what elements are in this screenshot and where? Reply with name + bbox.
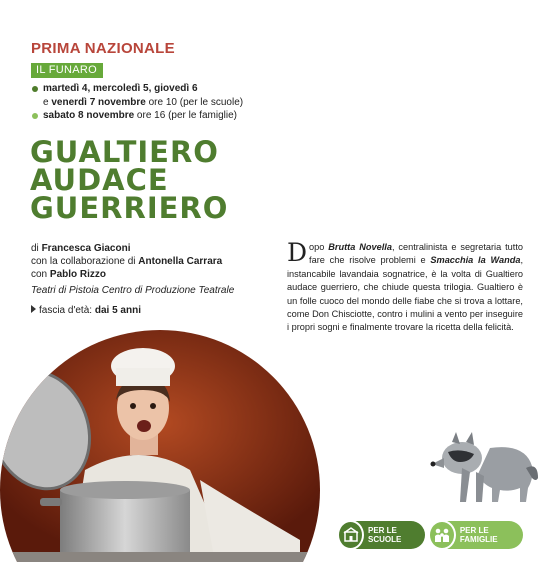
drop-cap: D (287, 238, 308, 267)
bullet-icon (32, 113, 38, 119)
school-badge-label: PER LE SCUOLE (368, 526, 402, 544)
school-icon (337, 520, 364, 550)
author-line (31, 242, 261, 255)
racoon-illustration (430, 418, 540, 508)
section-kicker: PRIMA NAZIONALE (31, 40, 175, 57)
producer-line: Teatri di Pistoia Centro di Produzione Teatrale (31, 285, 235, 296)
bullet-icon (32, 86, 38, 92)
title-line: GUALTIERO (30, 135, 219, 169)
date-list (31, 82, 311, 123)
credit-prefix: di (31, 243, 42, 254)
play-title-segment: Smacchia la Wanda (430, 255, 521, 266)
age-label: fascia d'età: (39, 305, 95, 316)
date-segment: venerdì 7 novembre (51, 96, 146, 108)
title-line: GUERRIERO (30, 191, 229, 225)
credit-prefix: con (31, 269, 50, 280)
date-segment: ore 10 (per le scuole) (145, 96, 244, 108)
text-segment: opo (309, 242, 329, 252)
age-value: dai 5 anni (94, 305, 141, 316)
credit-prefix: con la collaborazione di (31, 256, 139, 267)
triangle-bullet-icon (31, 305, 36, 313)
date-item (31, 82, 311, 96)
date-segment: ore 16 (per le famiglie) (134, 110, 237, 121)
play-title-segment: Brutta Novella (328, 242, 392, 252)
collaborator-name: Antonella Carrara (138, 256, 223, 267)
date-item (31, 96, 311, 110)
school-badge (339, 521, 425, 549)
show-title (30, 135, 229, 225)
text-segment: , instancabile lavandaia sognatrice, è la volta di Gualtiero audace guerriero, che chiude questa trilogia. Gualtiero è un folle cuoco del mondo delle fiabe che si trova a lottare, come Don Chisciotte, contro i mulini a vento per inseguire i propri sogni e finalmente trovare la ricetta della felicità. (287, 255, 523, 333)
family-badge-label: PER LE FAMIGLIE (459, 526, 498, 544)
venue-tag: IL FUNARO (31, 63, 103, 78)
performer-name: Pablo Rizzo (49, 269, 107, 280)
performer-photo (0, 330, 320, 562)
date-segment: e (43, 96, 52, 108)
author-name: Francesca Giaconi (41, 243, 131, 254)
age-range (31, 304, 261, 317)
credits-block (31, 242, 261, 317)
date-segment: sabato 8 novembre (43, 110, 135, 121)
date-item (31, 109, 311, 123)
family-icon (428, 520, 456, 550)
text-segment: , centralinista e segretaria tutto fare che risolve problemi e (309, 242, 523, 266)
description-paragraph (287, 238, 523, 335)
family-badge (430, 521, 523, 549)
title-line: AUDACE (30, 163, 169, 197)
cast-line (31, 268, 261, 281)
collaboration-line (31, 255, 261, 268)
date-segment: martedì 4, mercoledì 5, giovedì 6 (43, 83, 198, 94)
